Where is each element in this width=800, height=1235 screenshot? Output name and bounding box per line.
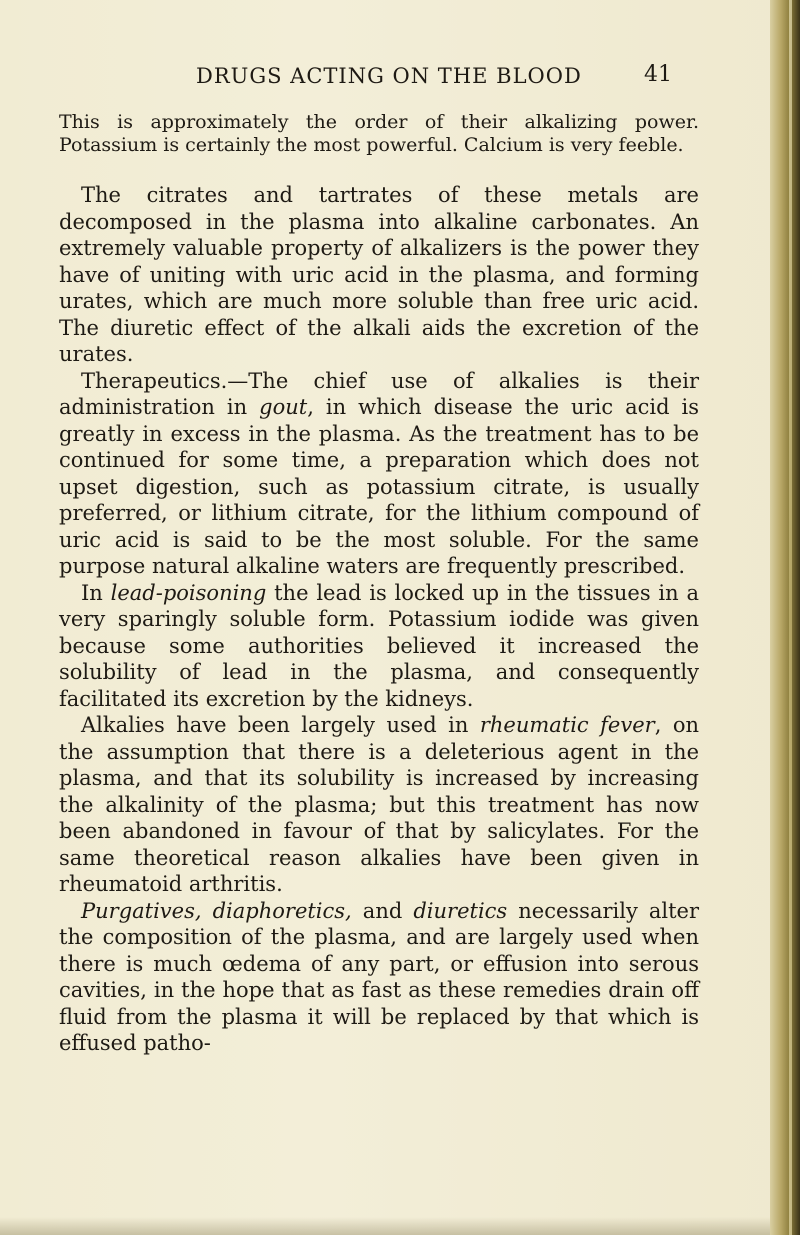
lead-italic: lead-poisoning	[110, 580, 267, 605]
running-header	[196, 64, 672, 94]
running-title: DRUGS ACTING ON THE BLOOD	[196, 64, 582, 88]
therapeutics-heading: Therapeutics.	[81, 368, 228, 393]
binding-highlight	[789, 0, 792, 1235]
rheumatic-italic: rheumatic fever	[479, 713, 655, 737]
page-bottom-shadow	[0, 1217, 790, 1235]
therapeutics-italic: gout	[259, 395, 308, 419]
paragraph-lead-poisoning	[59, 580, 699, 713]
paragraph-therapeutics	[59, 368, 699, 580]
therapeutics-text-1: The chief use of alkalies is their administration in	[59, 368, 699, 419]
opening-paragraph	[59, 111, 699, 157]
book-binding-edge	[770, 0, 800, 1235]
rheumatic-text-2: , on the assumption that there is a deleterious agent in the plasma, and that its solubility is increased by increasing the alkalinity of the plasma; but this treatment has now been abandoned in favour of that by salicylates. For the same theoretical reason alkalies have been given in rheumatoid arthritis.	[59, 713, 699, 896]
body-text	[59, 182, 699, 1057]
purgatives-italic-1: Purgatives, diaphoretics,	[81, 898, 352, 923]
therapeutics-text-2: , in which disease the uric acid is greatly in excess in the plasma. As the treatment has to be continued for some time, a preparation which does not upset digestion, such as potassium citrate, is usually preferred, or lithium citrate, for the lithium compound of uric acid is said to be the most soluble. For the same purpose natural alkaline waters are frequently prescribed.	[59, 395, 699, 578]
purgatives-joiner: and	[351, 898, 414, 923]
therapeutics-dash: —	[227, 368, 249, 393]
page-number: 41	[644, 62, 672, 87]
opening-text: This is approximately the order of their alkalizing power. Potassium is certainly the most powerful. Calcium is very feeble.	[59, 111, 699, 156]
paragraph-citrates: The citrates and tartrates of these metals are decomposed in the plasma into alkaline carbonates. An extremely valuable property of alkalizers is the power they have of uniting with uric acid in the plasma, and forming urates, which are much more soluble than free uric acid. The diuretic effect of the alkali aids the excretion of the urates.	[59, 183, 699, 366]
purgatives-text: necessarily alter the composition of the plasma, and are largely used when there is much œdema of any part, or effusion into serous cavities, in the hope that as fast as these remedies drain off fluid from the plasma it will be replaced by that which is effused patho-	[59, 898, 700, 1055]
paragraph-purgatives	[59, 898, 699, 1057]
lead-text-1: In	[81, 580, 111, 605]
paragraph-rheumatic-fever	[59, 712, 699, 898]
purgatives-italic-2: diuretics	[413, 898, 508, 923]
lead-text-2: the lead is locked up in the tissues in a very sparingly soluble form. Potassium iodide was given because some authorities believed it increased the solubility of lead in the plasma, and consequently facilitated its excretion by the kidneys.	[59, 580, 699, 711]
rheumatic-text-1: Alkalies have been largely used in	[81, 713, 480, 737]
